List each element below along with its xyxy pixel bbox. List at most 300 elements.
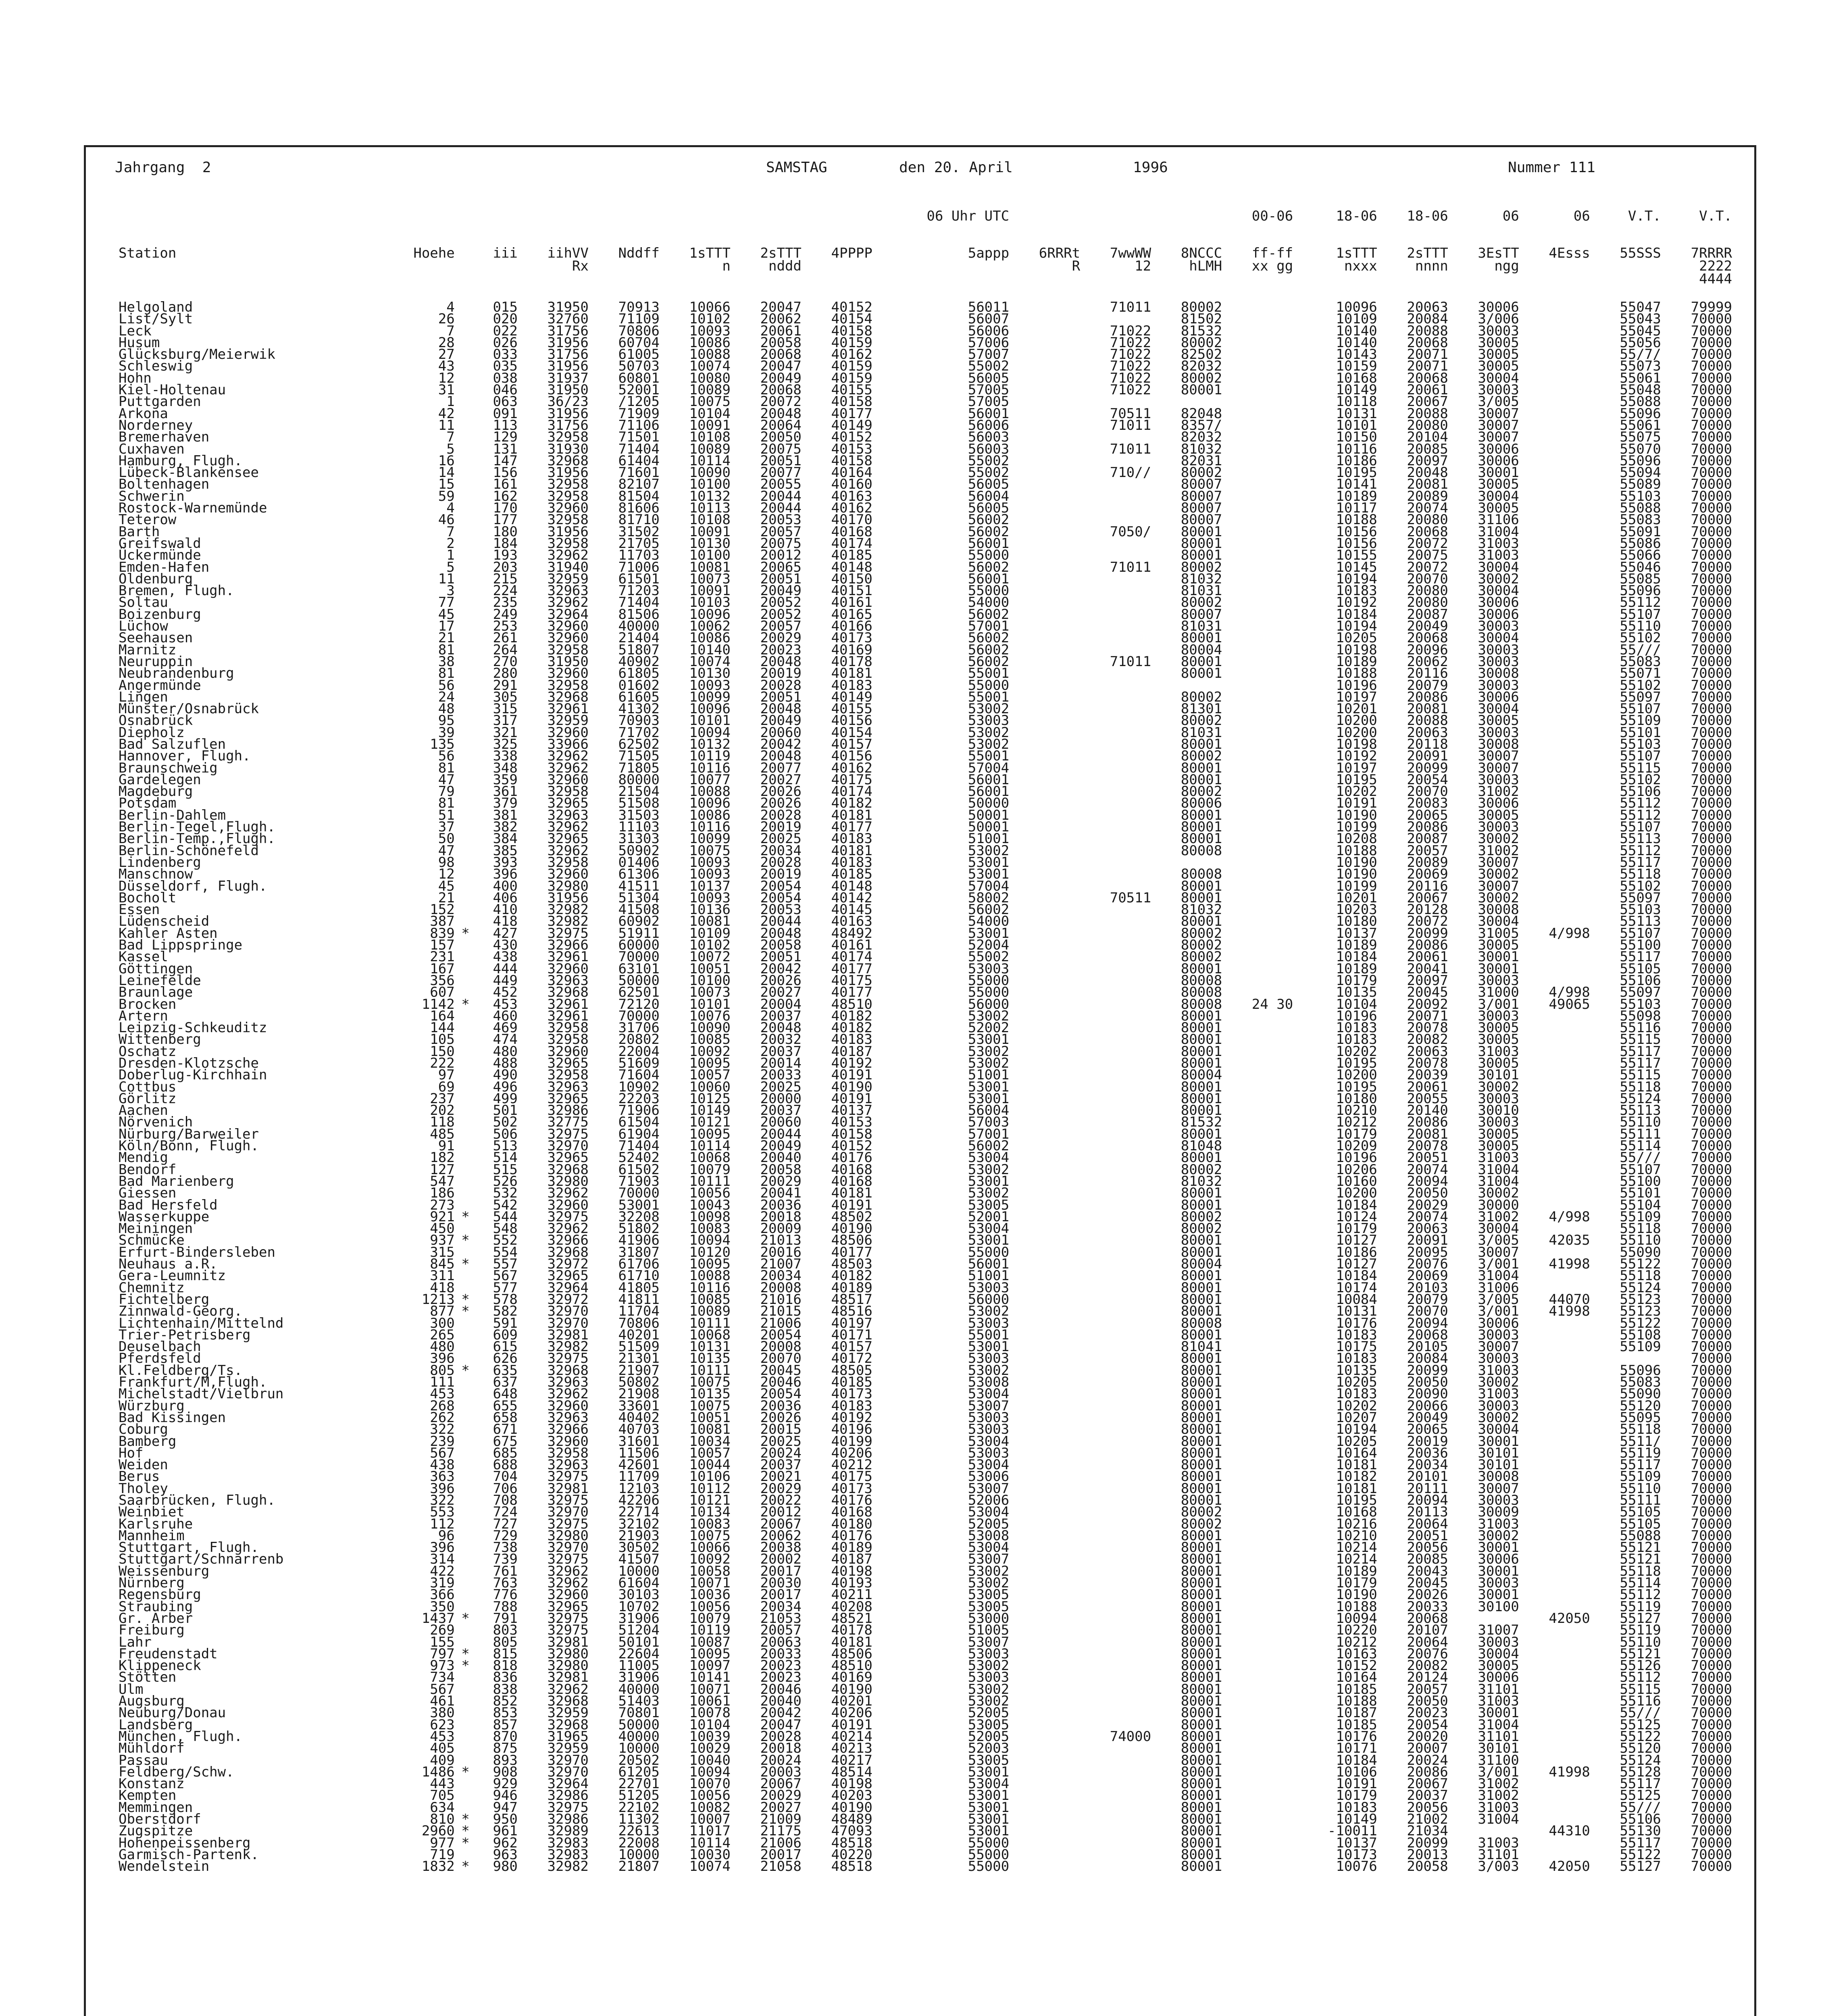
cell-n2sttt: 20034 (1407, 1457, 1448, 1473)
col-header-ffff-l4 (1224, 273, 1295, 285)
cell-n2sttt: 20054 (1407, 1716, 1448, 1733)
cell-c8ncc: 80001 (1181, 1835, 1222, 1851)
cell-n3estt: 30101 (1478, 1457, 1519, 1473)
cell-hoehe: 239 (430, 1433, 455, 1450)
cell-c7www (1082, 963, 1153, 975)
cell-c5appp: 57006 (968, 334, 1010, 351)
cell-c2sttt: 20063 (760, 1634, 802, 1650)
cell-c7www (1082, 833, 1153, 845)
col-header-n55sss-l2: 55SSS (1620, 245, 1661, 261)
cell-n7rrrr: 70000 (1691, 535, 1732, 552)
cell-n1sttt: 10185 (1336, 1681, 1377, 1697)
cell-n1sttt: 10173 (1336, 1846, 1377, 1863)
cell-c5appp: 56005 (968, 370, 1010, 386)
cell-ffff (1224, 479, 1295, 490)
cell-hoehe: 300 (430, 1315, 455, 1331)
cell-n55sss: 55114 (1620, 1575, 1661, 1591)
cell-star (456, 479, 475, 490)
cell-n2sttt: 20036 (1407, 1445, 1448, 1461)
cell-n2sttt: 20107 (1407, 1622, 1448, 1639)
cell-n4esss (1521, 1802, 1592, 1814)
cell-n7rrrr: 70000 (1691, 1823, 1732, 1839)
cell-n4esss (1521, 1093, 1592, 1105)
cell-hoehe: 2 (446, 535, 455, 552)
cell-n3estt: 30004 (1478, 559, 1519, 575)
cell-c2sttt: 20002 (760, 1551, 802, 1568)
cell-iii: 609 (493, 1327, 518, 1343)
cell-n3estt: 30005 (1478, 1126, 1519, 1142)
cell-n4esss (1521, 1341, 1592, 1353)
cell-c6rrrt (1011, 1164, 1082, 1176)
cell-station: Freiburg (119, 1622, 185, 1639)
cell-n2sttt: 20082 (1407, 1658, 1448, 1674)
cell-c1sttt: 10102 (689, 311, 731, 327)
cell-c1sttt: 10086 (689, 807, 731, 823)
cell-c7www (1082, 632, 1153, 644)
cell-nddff: 11005 (618, 1658, 660, 1674)
cell-n1sttt: 10190 (1336, 807, 1377, 823)
cell-c8ncc: 81048 (1181, 1138, 1222, 1154)
cell-c6rrrt (1011, 1790, 1082, 1801)
cell-ffff (1224, 337, 1295, 349)
col-header-c1sttt-l4 (661, 273, 732, 285)
cell-hoehe: 21 (438, 889, 455, 906)
cell-n4esss (1521, 1542, 1592, 1554)
cell-c6rrrt (1011, 691, 1082, 703)
cell-hoehe: 59 (438, 488, 455, 504)
cell-n3estt: 30007 (1478, 1244, 1519, 1260)
cell-n7rrrr: 70000 (1691, 889, 1732, 906)
cell-station: Bad Kissingen (119, 1409, 226, 1426)
cell-c4pppp: 48518 (831, 1858, 872, 1875)
cell-station: Cottbus (119, 1079, 177, 1095)
cell-c8ncc: 80002 (1181, 783, 1222, 800)
cell-c5appp: 52005 (968, 1728, 1010, 1745)
cell-nddff: 42601 (618, 1457, 660, 1473)
cell-hoehe: 356 (430, 972, 455, 989)
cell-iii: 379 (493, 795, 518, 812)
cell-n55sss: 55109 (1620, 1468, 1661, 1485)
table-row (117, 1601, 1734, 1613)
cell-station: Oschatz (119, 1043, 177, 1060)
cell-c6rrrt (1011, 892, 1082, 904)
cell-c5appp: 55002 (968, 949, 1010, 965)
cell-c4pppp: 40192 (831, 1409, 872, 1426)
cell-n2sttt: 20068 (1407, 1327, 1448, 1343)
cell-c8ncc: 80001 (1181, 535, 1222, 552)
cell-iii: 637 (493, 1374, 518, 1391)
cell-iii: 648 (493, 1386, 518, 1402)
cell-hoehe: 5 (446, 559, 455, 575)
cell-station: Berlin-Tegel,Flugh. (119, 819, 275, 835)
cell-hoehe: 155 (430, 1634, 455, 1650)
col-header-ihvv-l3: Rx (572, 258, 589, 274)
cell-c8ncc: 80001 (1181, 1008, 1222, 1024)
cell-c2sttt: 20019 (760, 866, 802, 883)
cell-c6rrrt (1011, 1282, 1082, 1294)
cell-c2sttt: 21009 (760, 1811, 802, 1827)
cell-iii: 501 (493, 1102, 518, 1119)
cell-c8ncc: 80001 (1181, 1232, 1222, 1249)
cell-c7www (1082, 1258, 1153, 1270)
cell-ihvv: 32962 (547, 1681, 589, 1697)
cell-nddff: 71505 (618, 748, 660, 764)
cell-c2sttt: 20040 (760, 1150, 802, 1166)
cell-c5appp: 53001 (968, 1811, 1010, 1827)
cell-n3estt: 30005 (1478, 500, 1519, 516)
cell-ffff (1224, 420, 1295, 431)
cell-hoehe: 387 (430, 913, 455, 930)
col-header-c7www-l1 (1082, 210, 1153, 223)
cell-c1sttt: 10068 (689, 1327, 731, 1343)
cell-star (456, 1022, 475, 1034)
cell-n55sss: 55097 (1620, 889, 1661, 906)
cell-n7rrrr: 70000 (1691, 1764, 1732, 1780)
cell-station: Rostock-Warnemünde (119, 500, 267, 516)
cell-ffff (1224, 845, 1295, 857)
cell-n1sttt: 10184 (1336, 606, 1377, 623)
cell-n55sss: 55/7/ (1620, 346, 1661, 363)
cell-ihvv: 32966 (547, 1421, 589, 1438)
cell-n55sss: 55127 (1620, 1610, 1661, 1627)
cell-n2sttt: 20026 (1407, 1587, 1448, 1603)
cell-n1sttt: 10202 (1336, 1397, 1377, 1414)
cell-c7www (1082, 1814, 1153, 1825)
cell-c5appp: 53008 (968, 1374, 1010, 1391)
cell-ffff (1224, 1258, 1295, 1270)
cell-n2sttt: 20039 (1407, 1067, 1448, 1083)
cell-n55sss: 55115 (1620, 1681, 1661, 1697)
cell-n55sss: 55124 (1620, 1090, 1661, 1107)
cell-ffff (1224, 1058, 1295, 1069)
cell-nddff: 21705 (618, 535, 660, 552)
cell-star (456, 1116, 475, 1128)
cell-c8ncc: 80002 (1181, 1516, 1222, 1532)
cell-iii: 033 (493, 346, 518, 363)
cell-ffff (1224, 1554, 1295, 1565)
cell-ihvv: 32760 (547, 311, 589, 327)
cell-n55sss: 55118 (1620, 1421, 1661, 1438)
cell-c6rrrt (1011, 1270, 1082, 1282)
cell-c4pppp: 40174 (831, 783, 872, 800)
cell-c1sttt: 10044 (689, 1457, 731, 1473)
cell-c1sttt: 10098 (689, 1208, 731, 1225)
cell-c4pppp: 40150 (831, 571, 872, 587)
cell-c5appp: 57003 (968, 1114, 1010, 1131)
cell-n7rrrr: 70000 (1691, 1728, 1732, 1745)
cell-n1sttt: 10183 (1336, 1350, 1377, 1367)
cell-c8ncc: 80008 (1181, 996, 1222, 1012)
cell-iii: 706 (493, 1480, 518, 1497)
cell-iii: 515 (493, 1161, 518, 1178)
cell-n2sttt: 20099 (1407, 1362, 1448, 1379)
cell-c6rrrt (1011, 1140, 1082, 1152)
cell-c7www (1082, 762, 1153, 774)
cell-ffff (1224, 1861, 1295, 1872)
cell-c4pppp: 40182 (831, 1008, 872, 1024)
cell-n4esss (1521, 491, 1592, 502)
cell-n1sttt: 10205 (1336, 1374, 1377, 1391)
cell-ihvv: 31930 (547, 441, 589, 457)
cell-c4pppp: 40220 (831, 1846, 872, 1863)
cell-n2sttt: 20088 (1407, 323, 1448, 339)
cell-ihvv: 32965 (547, 831, 589, 847)
cell-n3estt: 30003 (1478, 677, 1519, 694)
cell-n55sss: 55/// (1620, 1799, 1661, 1816)
cell-iii: 410 (493, 902, 518, 918)
col-header-n2sttt-l3: nnnn (1415, 258, 1448, 274)
cell-c6rrrt (1011, 632, 1082, 644)
cell-c7www (1082, 739, 1153, 750)
cell-hoehe: 157 (430, 937, 455, 954)
cell-c1sttt: 10099 (689, 831, 731, 847)
cell-hoehe: 15 (438, 476, 455, 493)
cell-n3estt: 30007 (1478, 1480, 1519, 1497)
cell-n1sttt: 10176 (1336, 1728, 1377, 1745)
cell-c1sttt: 10088 (689, 1268, 731, 1284)
cell-n4esss (1521, 1187, 1592, 1199)
cell-c8ncc: 80001 (1181, 382, 1222, 398)
weekday-label: SAMSTAG (766, 159, 827, 176)
cell-c8ncc: 80001 (1181, 1658, 1222, 1674)
cell-c7www (1082, 916, 1153, 927)
col-header-c4pppp-l3 (803, 260, 874, 273)
cell-n55sss: 55128 (1620, 1764, 1661, 1780)
cell-nddff: 81506 (618, 606, 660, 623)
cell-c1sttt: 10101 (689, 996, 731, 1012)
cell-star (456, 1034, 475, 1045)
cell-c6rrrt (1011, 1058, 1082, 1069)
cell-nddff: 31601 (618, 1433, 660, 1450)
cell-c5appp: 56002 (968, 606, 1010, 623)
cell-n7rrrr: 70000 (1691, 748, 1732, 764)
cell-c2sttt: 20028 (760, 854, 802, 871)
cell-n2sttt: 20086 (1407, 1114, 1448, 1131)
cell-n7rrrr: 70000 (1691, 1397, 1732, 1414)
cell-c5appp: 53004 (968, 1386, 1010, 1402)
cell-c6rrrt (1011, 1176, 1082, 1187)
col-header-hoehe-l1 (385, 210, 456, 223)
cell-star (456, 313, 475, 325)
cell-ffff (1224, 1601, 1295, 1613)
cell-ihvv: 32962 (547, 1386, 589, 1402)
cell-c7www (1082, 845, 1153, 857)
cell-c6rrrt (1011, 1672, 1082, 1683)
cell-ihvv: 31956 (547, 464, 589, 481)
cell-n2sttt: 20033 (1407, 1598, 1448, 1615)
cell-ffff (1224, 573, 1295, 585)
cell-iii: 361 (493, 783, 518, 800)
cell-n1sttt: 10188 (1336, 1693, 1377, 1710)
cell-n2sttt: 21002 (1407, 1811, 1448, 1827)
cell-n1sttt: 10145 (1336, 559, 1377, 575)
cell-n4esss (1521, 739, 1592, 750)
cell-n2sttt: 20080 (1407, 583, 1448, 599)
cell-ffff (1224, 632, 1295, 644)
cell-n3estt: 31004 (1478, 1161, 1519, 1178)
cell-hoehe: 186 (430, 1185, 455, 1202)
cell-star (456, 715, 475, 727)
cell-n4esss: 42050 (1549, 1858, 1590, 1875)
cell-n4esss (1521, 1081, 1592, 1093)
cell-c8ncc: 80002 (1181, 949, 1222, 965)
col-header-star-l3 (456, 260, 475, 273)
cell-station: Hohn (119, 370, 152, 386)
cell-n55sss: 55110 (1620, 1480, 1661, 1497)
cell-n4esss (1521, 1152, 1592, 1164)
cell-station: List/Sylt (119, 311, 193, 327)
cell-n4esss: 4/998 (1549, 925, 1590, 941)
cell-n7rrrr: 70000 (1691, 1114, 1732, 1131)
cell-n2sttt: 20074 (1407, 1161, 1448, 1178)
cell-c8ncc: 80002 (1181, 594, 1222, 611)
cell-iii: 393 (493, 854, 518, 871)
cell-n7rrrr: 70000 (1691, 334, 1732, 351)
cell-station: Lindenberg (119, 854, 201, 871)
cell-n3estt: 30001 (1478, 1563, 1519, 1579)
cell-c6rrrt (1011, 420, 1082, 431)
cell-hoehe: 135 (430, 736, 455, 752)
cell-n4esss (1521, 1637, 1592, 1648)
cell-c1sttt: 10057 (689, 1445, 731, 1461)
cell-c2sttt: 20016 (760, 1244, 802, 1260)
cell-nddff: 61205 (618, 1764, 660, 1780)
cell-ffff (1224, 1506, 1295, 1518)
cell-n3estt: 30003 (1478, 1090, 1519, 1107)
cell-iii: 235 (493, 594, 518, 611)
cell-nddff: 22613 (618, 1823, 660, 1839)
cell-c8ncc: 80001 (1181, 1823, 1222, 1839)
cell-c2sttt: 20034 (760, 1268, 802, 1284)
cell-station: Weiden (119, 1457, 168, 1473)
cell-c4pppp: 40197 (831, 1315, 872, 1331)
cell-c5appp: 53005 (968, 1587, 1010, 1603)
cell-ihvv: 32958 (547, 1020, 589, 1036)
cell-n55sss: 55103 (1620, 736, 1661, 752)
cell-n3estt: 31003 (1478, 1150, 1519, 1166)
cell-ffff (1224, 360, 1295, 372)
cell-n2sttt: 20067 (1407, 1776, 1448, 1792)
cell-c8ncc: 81032 (1181, 571, 1222, 587)
cell-c7www (1082, 999, 1153, 1010)
cell-c6rrrt (1011, 550, 1082, 561)
cell-hoehe: 839 (430, 925, 455, 941)
cell-station: Bocholt (119, 889, 177, 906)
cell-station: Schmücke (119, 1232, 185, 1249)
cell-n55sss: 55096 (1620, 405, 1661, 422)
cell-iii: 853 (493, 1705, 518, 1721)
cell-c7www (1082, 1707, 1153, 1719)
cell-c2sttt: 20032 (760, 1031, 802, 1048)
cell-star (456, 703, 475, 715)
cell-hoehe: 268 (430, 1397, 455, 1414)
cell-n1sttt: 10155 (1336, 547, 1377, 564)
cell-n1sttt: 10140 (1336, 334, 1377, 351)
cell-station: Bendorf (119, 1161, 177, 1178)
cell-n55sss: 55048 (1620, 382, 1661, 398)
cell-n55sss: 55105 (1620, 960, 1661, 977)
cell-c7www (1082, 1187, 1153, 1199)
cell-n2sttt: 20072 (1407, 913, 1448, 930)
cell-station: München, Flugh. (119, 1728, 243, 1745)
cell-ffff (1224, 1731, 1295, 1743)
cell-ihvv: 32970 (547, 1764, 589, 1780)
cell-hoehe: 1832 (421, 1858, 455, 1875)
cell-ffff (1224, 302, 1295, 313)
cell-c6rrrt (1011, 384, 1082, 396)
cell-n7rrrr: 70000 (1691, 795, 1732, 812)
cell-n2sttt: 20092 (1407, 996, 1448, 1012)
cell-c2sttt: 21006 (760, 1315, 802, 1331)
cell-n4esss (1521, 668, 1592, 679)
cell-ihvv: 32958 (547, 1067, 589, 1083)
cell-n7rrrr: 70000 (1691, 831, 1732, 847)
cell-iii: 980 (493, 1858, 518, 1875)
cell-n4esss (1521, 1105, 1592, 1116)
cell-star (456, 396, 475, 408)
cell-c2sttt: 20055 (760, 476, 802, 493)
cell-c7www (1082, 1412, 1153, 1424)
cell-c8ncc: 80001 (1181, 1150, 1222, 1166)
cell-c8ncc: 80001 (1181, 807, 1222, 823)
cell-station: Potsdam (119, 795, 177, 812)
cell-c6rrrt (1011, 1187, 1082, 1199)
cell-n7rrrr: 70000 (1691, 1220, 1732, 1237)
cell-n1sttt: 10140 (1336, 323, 1377, 339)
col-header-n7rrrr-l4: 4444 (1699, 271, 1732, 287)
cell-c5appp: 53001 (968, 1090, 1010, 1107)
cell-hoehe: 150 (430, 1043, 455, 1060)
cell-n3estt: 31002 (1478, 1208, 1519, 1225)
cell-c7www: 71022 (1110, 334, 1152, 351)
cell-c2sttt: 20017 (760, 1563, 802, 1579)
cell-c6rrrt (1011, 491, 1082, 502)
cell-c1sttt: 10089 (689, 441, 731, 457)
cell-c2sttt: 20028 (760, 807, 802, 823)
cell-station: Meiningen (119, 1220, 193, 1237)
cell-n3estt: 30004 (1478, 630, 1519, 646)
cell-hoehe: 31 (438, 382, 455, 398)
cell-c4pppp: 40152 (831, 1138, 872, 1154)
cell-n1sttt: 10210 (1336, 1527, 1377, 1544)
cell-star: * (461, 1303, 470, 1320)
cell-ihvv: 32968 (547, 1693, 589, 1710)
cell-c8ncc: 80001 (1181, 1527, 1222, 1544)
col-header-c8ncc-l3: hLMH (1189, 258, 1222, 274)
cell-n1sttt: 10188 (1336, 1598, 1377, 1615)
cell-c2sttt: 20009 (760, 1220, 802, 1237)
cell-iii: 180 (493, 523, 518, 540)
cell-c4pppp: 48506 (831, 1645, 872, 1662)
cell-c6rrrt (1011, 1093, 1082, 1105)
cell-c4pppp: 40192 (831, 1055, 872, 1071)
cell-ihvv: 32981 (547, 1327, 589, 1343)
cell-nddff: 72120 (618, 996, 660, 1012)
cell-c7www (1082, 1766, 1153, 1778)
cell-n1sttt: 10186 (1336, 1244, 1377, 1260)
cell-c8ncc: 80001 (1181, 1397, 1222, 1414)
cell-c7www (1082, 1695, 1153, 1707)
col-header-n3estt-l2: 3EsTT (1478, 245, 1519, 261)
cell-c7www (1082, 1837, 1153, 1849)
col-header-n7rrrr-l1: V.T. (1699, 208, 1732, 224)
cell-c2sttt: 20033 (760, 1067, 802, 1083)
cell-nddff: 30502 (618, 1539, 660, 1556)
col-header-n55sss-l3 (1592, 260, 1663, 273)
cell-c1sttt: 10121 (689, 1492, 731, 1508)
cell-ihvv: 32962 (547, 1563, 589, 1579)
cell-ihvv: 32968 (547, 984, 589, 1001)
